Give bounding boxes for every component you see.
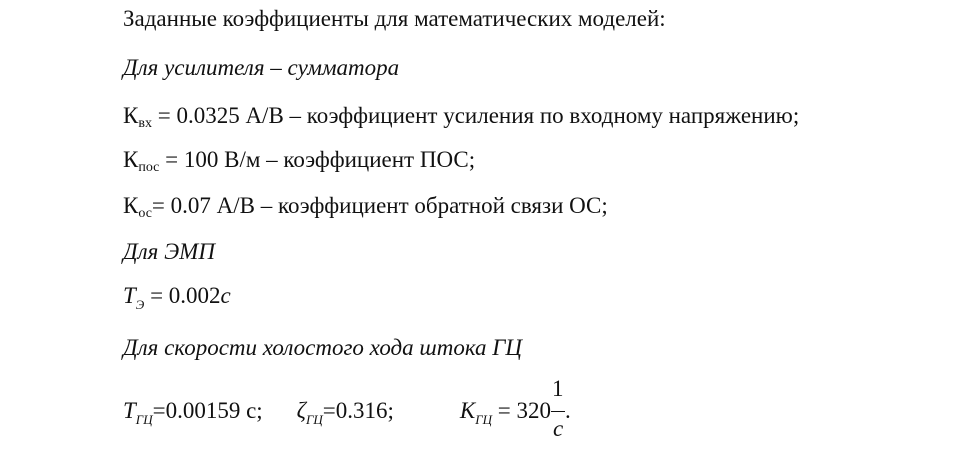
k-pos-line: [123, 145, 475, 179]
k-in-subscript: вх: [138, 116, 152, 131]
k-gc-tail: .: [565, 398, 571, 423]
t-e-symbol: T: [123, 283, 136, 308]
section-speed-text: Для скорости холостого хода штока ГЦ: [123, 335, 522, 360]
section-emp-text: Для ЭМП: [123, 239, 215, 264]
k-gc-fraction-numerator: 1: [552, 376, 564, 401]
k-gc-fraction: [551, 376, 565, 441]
heading-text: Заданные коэффициенты для математических моделей:: [123, 6, 666, 31]
t-gc-value: =0.00159 с;: [152, 398, 263, 423]
heading-line: [123, 4, 666, 34]
k-in-line: [123, 101, 799, 135]
k-in-symbol: К: [123, 103, 139, 128]
k-os-symbol: К: [123, 193, 139, 218]
t-e-unit: c: [220, 283, 231, 308]
zeta-gc-symbol: ζ: [296, 398, 306, 423]
zeta-gc-value: =0.316;: [322, 398, 394, 423]
t-gc-subscript: ГЦ: [135, 412, 153, 427]
k-gc-value: = 320: [492, 398, 552, 423]
k-pos-subscript: пос: [138, 160, 160, 175]
t-e-equals: = 0.002: [144, 283, 221, 308]
zeta-gc-subscript: ГЦ: [305, 412, 323, 427]
section-emp: [123, 237, 215, 267]
t-e-subscript: Э: [135, 297, 145, 312]
k-os-line: [123, 191, 608, 225]
k-gc-subscript: ГЦ: [475, 412, 493, 427]
section-amplifier: [123, 53, 399, 83]
k-os-subscript: ос: [138, 206, 152, 221]
section-amplifier-text: Для усилителя – сумматора: [123, 55, 400, 80]
k-in-value: = 0.0325 А/В – коэффициент усиления по входному напряжению;: [151, 103, 800, 128]
t-gc-symbol: T: [123, 398, 136, 423]
k-gc-fraction-denominator: c: [553, 416, 564, 441]
section-speed: [123, 333, 522, 363]
k-pos-value: = 100 В/м – коэффициент ПОС;: [159, 147, 476, 172]
k-os-value: = 0.07 А/В – коэффициент обратной связи ОС;: [151, 193, 608, 218]
k-gc-fraction-bar: [551, 411, 565, 412]
gc-params-line: [123, 376, 571, 441]
k-pos-symbol: К: [123, 147, 139, 172]
k-gc-symbol: K: [459, 398, 476, 423]
t-e-line: [123, 281, 231, 314]
